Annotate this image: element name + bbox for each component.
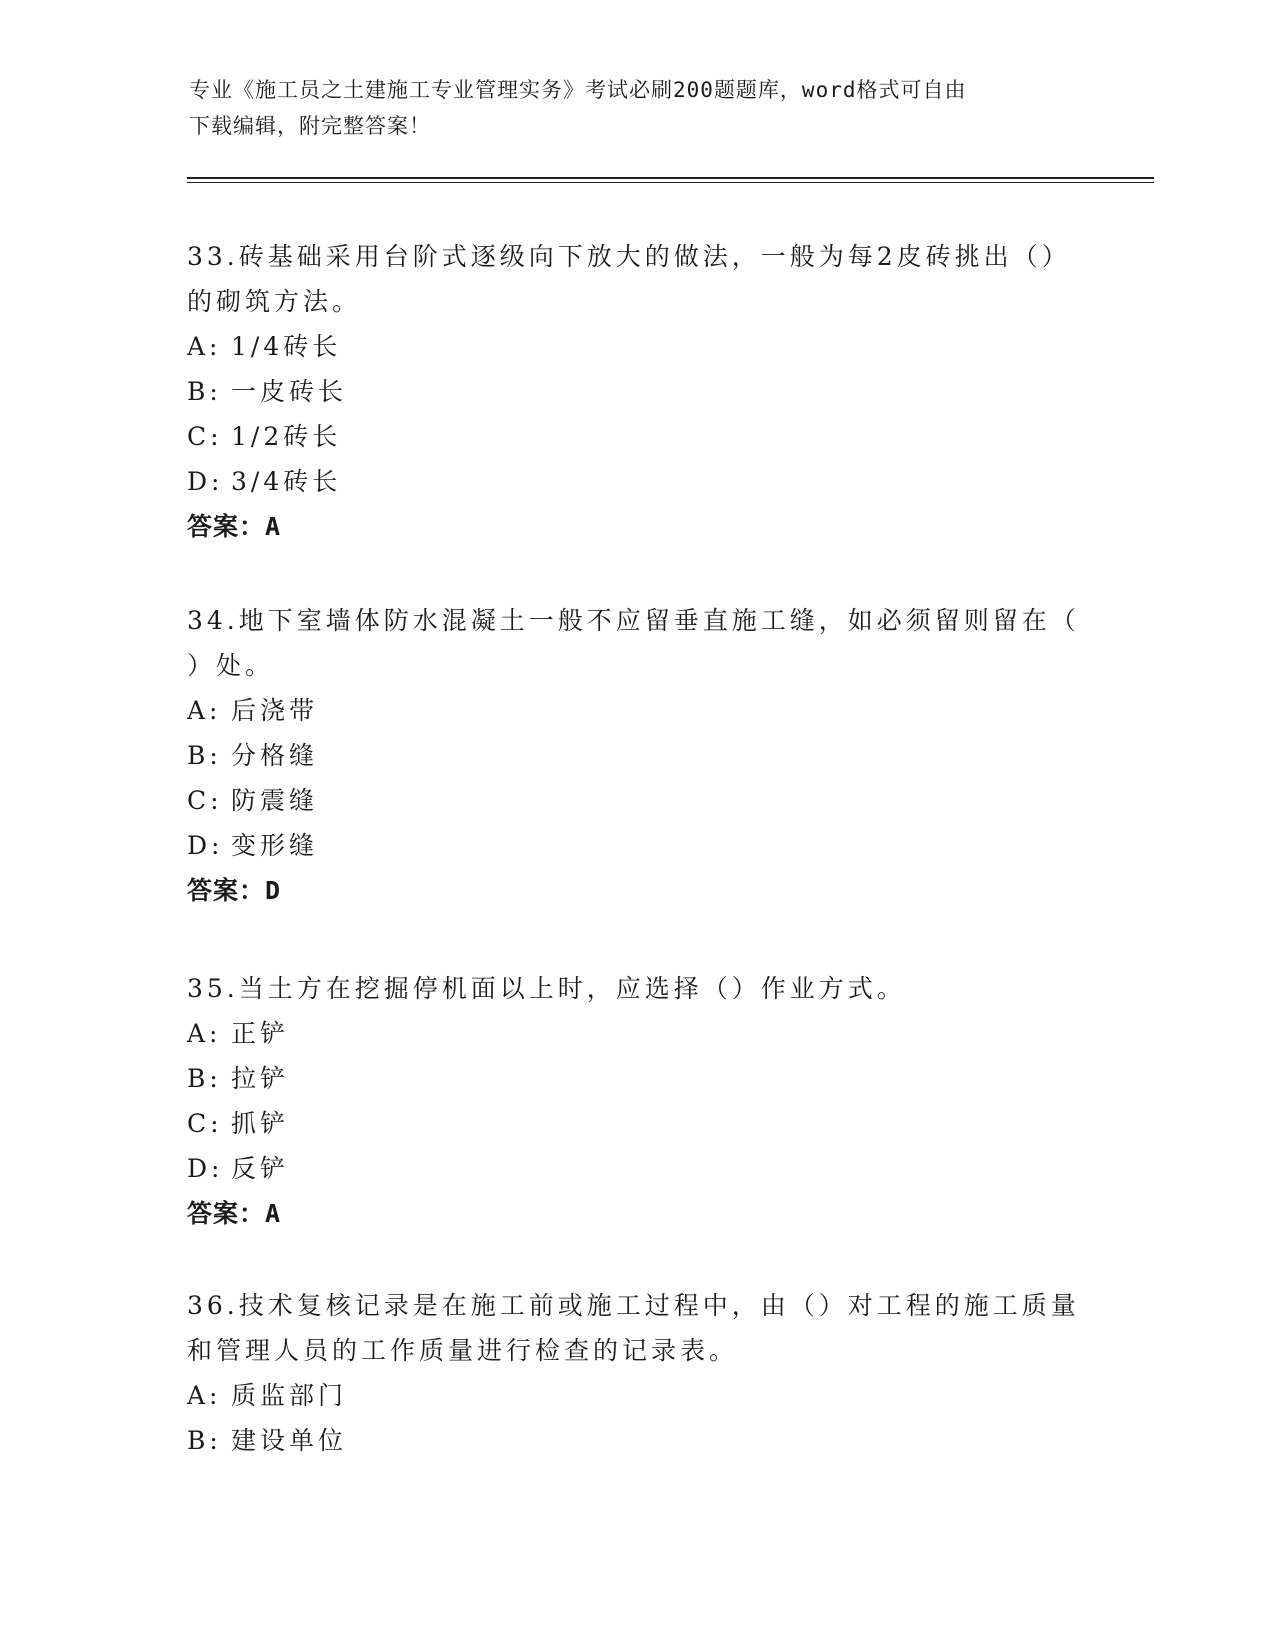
option-text: 1/2砖长 xyxy=(231,422,342,451)
option-key: C: xyxy=(187,1109,223,1138)
question-stem-line-1: 35.当土方在挖掘停机面以上时，应选择（）作业方式。 xyxy=(187,974,906,1003)
option-text: 分格缝 xyxy=(231,741,319,770)
option-c xyxy=(187,1101,1087,1146)
option-text: 1/4砖长 xyxy=(231,332,342,361)
option-text: 后浇带 xyxy=(231,696,319,725)
option-c xyxy=(187,778,1087,823)
option-b xyxy=(187,1418,1087,1463)
option-c xyxy=(187,414,1087,459)
option-key: B: xyxy=(187,1426,222,1455)
option-key: D: xyxy=(187,467,224,496)
option-key: A: xyxy=(187,332,222,361)
option-key: D: xyxy=(187,831,224,860)
header-divider-thin xyxy=(187,182,1154,183)
option-text: 防震缝 xyxy=(231,786,319,815)
header-divider-thick xyxy=(187,177,1154,179)
question-stem-line-2: 的砌筑方法。 xyxy=(187,287,362,316)
header-line-2: 下载编辑，附完整答案！ xyxy=(189,114,431,138)
option-key: C: xyxy=(187,422,223,451)
option-a xyxy=(187,688,1087,733)
option-b xyxy=(187,369,1087,414)
option-text: 3/4砖长 xyxy=(231,467,342,496)
question-stem-line-2: ）处。 xyxy=(187,651,275,680)
header-line-1: 专业《施工员之土建施工专业管理实务》考试必刷200题题库，word格式可自由 xyxy=(189,78,967,102)
option-key: C: xyxy=(187,786,223,815)
option-b xyxy=(187,733,1087,778)
option-text: 一皮砖长 xyxy=(231,377,348,406)
option-text: 建设单位 xyxy=(231,1426,348,1455)
answer: 答案：D xyxy=(187,876,282,905)
option-text: 质监部门 xyxy=(231,1381,348,1410)
option-key: B: xyxy=(187,741,222,770)
option-key: A: xyxy=(187,696,222,725)
answer: 答案：A xyxy=(187,1199,282,1228)
option-a xyxy=(187,1011,1087,1056)
question-35 xyxy=(187,966,1087,1236)
question-33 xyxy=(187,234,1087,549)
question-stem-line-1: 34.地下室墙体防水混凝土一般不应留垂直施工缝，如必须留则留在（ xyxy=(187,606,1080,635)
document-header xyxy=(189,72,1089,144)
option-text: 变形缝 xyxy=(231,831,319,860)
question-34 xyxy=(187,598,1087,913)
option-key: D: xyxy=(187,1154,224,1183)
question-stem-line-2: 和管理人员的工作质量进行检查的记录表。 xyxy=(187,1336,739,1365)
option-key: B: xyxy=(187,377,222,406)
option-key: A: xyxy=(187,1019,222,1048)
option-key: A: xyxy=(187,1381,222,1410)
option-a xyxy=(187,324,1087,369)
option-text: 正铲 xyxy=(231,1019,290,1048)
option-d xyxy=(187,1146,1087,1191)
option-d xyxy=(187,823,1087,868)
option-a xyxy=(187,1373,1087,1418)
option-text: 反铲 xyxy=(231,1154,290,1183)
option-b xyxy=(187,1056,1087,1101)
option-d xyxy=(187,459,1087,504)
option-key: B: xyxy=(187,1064,222,1093)
question-36 xyxy=(187,1283,1087,1463)
question-stem-line-1: 36.技术复核记录是在施工前或施工过程中，由（）对工程的施工质量 xyxy=(187,1291,1080,1320)
option-text: 抓铲 xyxy=(231,1109,290,1138)
answer: 答案：A xyxy=(187,512,282,541)
option-text: 拉铲 xyxy=(231,1064,290,1093)
question-stem-line-1: 33.砖基础采用台阶式逐级向下放大的做法，一般为每2皮砖挑出（） xyxy=(187,242,1071,271)
